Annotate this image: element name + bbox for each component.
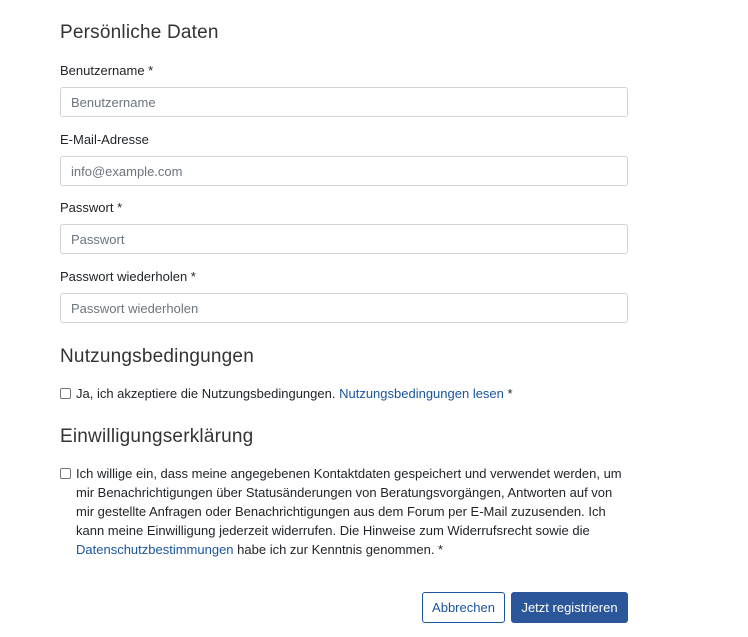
consent-checkbox-row (60, 464, 628, 564)
terms-checkbox-text: Ja, ich akzeptiere die Nutzungsbedingungen. (76, 386, 336, 401)
terms-checkbox-label (76, 384, 513, 403)
personal-data-heading: Persönliche Daten (60, 22, 219, 43)
cancel-button[interactable]: Abbrechen (422, 592, 505, 623)
consent-checkbox-label (76, 464, 628, 559)
register-button[interactable]: Jetzt registrieren (511, 592, 628, 623)
username-label: Benutzername * (60, 63, 154, 78)
terms-checkbox[interactable] (60, 388, 71, 399)
consent-text: Ich willige ein, dass meine angegebenen Kontaktdaten gespeichert und verwendet werden, um mir Benachrichtigungen über Statusänderungen von Beratungsvorgängen, Antworten auf von mir gestellte Anfragen oder Benachrichtigungen aus dem Forum per E-Mail zuzusenden. Ich kann meine Einwilligung jederzeit widerrufen. Die Hinweise zum Widerrufsrecht sowie die (76, 466, 622, 538)
privacy-policy-link[interactable]: Datenschutzbestimmungen (76, 542, 234, 557)
terms-heading: Nutzungsbedingungen (60, 346, 254, 367)
password-repeat-input[interactable] (60, 293, 628, 323)
consent-text-end: habe ich zur Kenntnis genommen. * (237, 542, 444, 557)
consent-checkbox[interactable] (60, 468, 71, 479)
password-label: Passwort * (60, 200, 123, 215)
email-input[interactable] (60, 156, 628, 186)
email-label: E-Mail-Adresse (60, 132, 149, 147)
password-repeat-label: Passwort wiederholen * (60, 269, 196, 284)
terms-read-link[interactable]: Nutzungsbedingungen lesen (339, 386, 504, 401)
consent-heading: Einwilligungserklärung (60, 426, 254, 447)
terms-required-mark: * (507, 386, 513, 401)
password-input[interactable] (60, 224, 628, 254)
username-input[interactable] (60, 87, 628, 117)
terms-checkbox-row (60, 384, 628, 403)
